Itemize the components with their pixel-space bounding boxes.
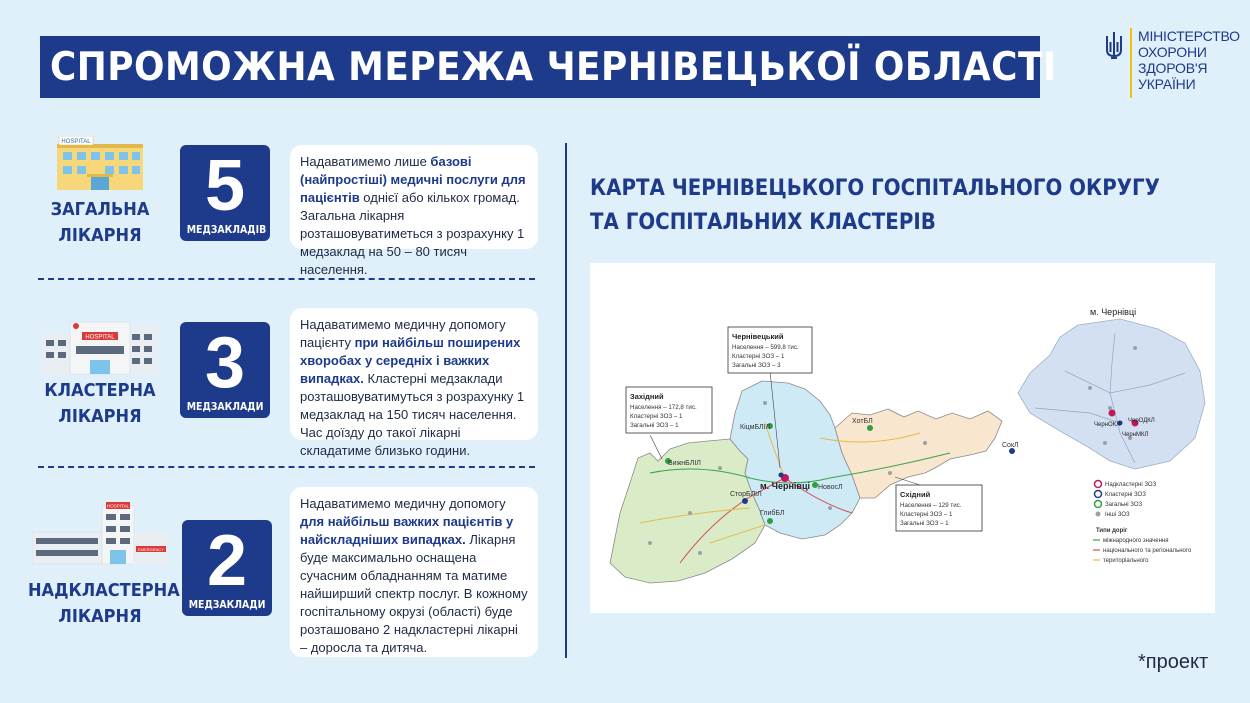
cluster-point: [742, 498, 748, 504]
place-label-vyzhnytsia: ВижнБЛІЛ: [668, 460, 701, 467]
cluster-hospital-label: КЛАСТЕРНА ЛІКАРНЯ: [44, 380, 156, 427]
svg-text:міжнародного значення: міжнародного значення: [1103, 538, 1169, 544]
svg-text:Загальні ЗОЗ – 3: Загальні ЗОЗ – 3: [732, 362, 781, 369]
inset-label-2: ЧерОДКЛ: [1128, 418, 1155, 424]
svg-text:Кластерні ЗОЗ: Кластерні ЗОЗ: [1105, 492, 1146, 498]
map-title: КАРТА ЧЕРНІВЕЦЬКОГО ГОСПІТАЛЬНОГО ОКРУГУ ТА ГОСПІТАЛЬНИХ КЛАСТЕРІВ: [590, 176, 1160, 235]
supercluster-hospital-count-box: [182, 520, 272, 616]
legend-supercluster: [1095, 481, 1157, 489]
legend-road-territorial: [1093, 558, 1149, 564]
svg-text:територіального: територіального: [1103, 558, 1149, 564]
svg-text:Західний: Західний: [630, 392, 664, 401]
hospital-district-map: [590, 263, 1215, 613]
map-panel: [590, 263, 1215, 613]
inset-label-3: ЧернМКЛ: [1122, 432, 1149, 438]
svg-text:Інші ЗОЗ: Інші ЗОЗ: [1105, 512, 1130, 518]
inset-map-chernivtsi: [1018, 307, 1205, 469]
vertical-divider: [565, 143, 567, 658]
supercluster-hospital-description: Надаватимемо медичну допомогу для найбільш важких пацієнтів у найскладніших випадках. Лікарня буде максимально оснащена сучасним обладнанням та матиме найширший спектр послуг. В кожному госпітальному окрузі (області) буде розташовано 2 надкластерні лікарні – доросла та дитяча.: [290, 487, 538, 657]
svg-text:Кластерні ЗОЗ – 1: Кластерні ЗОЗ – 1: [900, 511, 953, 518]
supercluster-hospital-building-icon: [32, 502, 168, 566]
place-label-sokyriany: СокЛ: [1002, 442, 1019, 449]
place-label-kitsman: КіцмБЛІЛ: [740, 424, 771, 431]
general-point: [867, 425, 873, 431]
svg-text:Населення – 172,8 тис.: Населення – 172,8 тис.: [630, 404, 697, 411]
svg-text:Кластерні ЗОЗ – 1: Кластерні ЗОЗ – 1: [630, 413, 683, 420]
svg-text:Чернівецький: Чернівецький: [732, 332, 784, 341]
general-hospital-count: 5: [204, 146, 246, 226]
general-hospital-count-box: [180, 145, 270, 241]
legend-roads-title: Типи доріг: [1096, 528, 1128, 534]
place-label-hlyboka: ГлибБЛ: [760, 510, 785, 517]
ministry-separator: [1130, 28, 1132, 98]
supercluster-hospital-label: НАДКЛАСТЕРНА ЛІКАРНЯ: [28, 580, 180, 627]
svg-text:Надкластерні ЗОЗ: Надкластерні ЗОЗ: [1105, 482, 1157, 488]
general-hospital-label: ЗАГАЛЬНА ЛІКАРНЯ: [50, 199, 150, 246]
general-point: [767, 518, 773, 524]
svg-text:національного та регіонального: національного та регіонального: [1103, 548, 1192, 554]
row-divider: [38, 466, 535, 468]
inset-label-1: ЧернОКЛ: [1094, 422, 1121, 428]
cluster-hospital-unit: МЕДЗАКЛАДИ: [186, 400, 264, 413]
place-label-storozhynets: СторБЛІЛ: [730, 491, 762, 498]
svg-text:Загальні ЗОЗ – 1: Загальні ЗОЗ – 1: [630, 422, 679, 429]
cluster-hospital-count-box: [180, 322, 270, 418]
cluster-hospital-building-icon: [42, 316, 158, 376]
legend-road-international: [1093, 538, 1168, 544]
place-label-novoselytsia: НовосЛ: [818, 484, 843, 491]
place-label-city: м. Чернівці: [760, 481, 810, 491]
title-bar: [40, 36, 1057, 98]
supercluster-hospital-sign: HOSPITAL: [107, 503, 129, 509]
legend-cluster: [1095, 491, 1147, 499]
cluster-hospital-sign: HOSPITAL: [85, 334, 115, 341]
supercluster-hospital-count: 2: [206, 521, 248, 601]
ministry-name: МІНІСТЕРСТВО ОХОРОНИ ЗДОРОВ'Я УКРАЇНИ: [1138, 28, 1240, 92]
inset-title: м. Чернівці: [1090, 307, 1137, 317]
svg-text:Населення – 599,8 тис.: Населення – 599,8 тис.: [732, 344, 799, 351]
row-divider: [38, 278, 535, 280]
emergency-sign: EMERGENCY: [138, 546, 164, 552]
general-hospital-description: Надаватимемо лише базові (найпростіші) медичні послуги для пацієнтів однієї або кількох громад. Загальна лікарня розташовуватиметься з розрахунку 1 медзаклад на 50 – 80 тисяч населення.: [290, 145, 538, 249]
general-hospital-building-icon: [55, 136, 145, 192]
place-label-khotyn: ХотБЛ: [852, 418, 873, 425]
svg-text:Загальні ЗОЗ: Загальні ЗОЗ: [1105, 502, 1143, 508]
supercluster-hospital-unit: МЕДЗАКЛАДИ: [188, 598, 266, 611]
legend-other: [1096, 512, 1131, 519]
cluster-hospital-count: 3: [204, 323, 246, 403]
page-title: СПРОМОЖНА МЕРЕЖА ЧЕРНІВЕЦЬКОЇ ОБЛАСТІ: [50, 44, 1057, 90]
legend-road-national: [1093, 548, 1192, 554]
cluster-hospital-description: Надаватимемо медичну допомогу пацієнту при найбільш поширених хворобах у середніх і важких випадках. Кластерні медзаклади розташовуватимуться з розрахунку 1 медзаклад на 150 тисяч населення. Час доїзду до такої лікарні складатиме близько години.: [290, 308, 538, 440]
trident-icon: [1104, 30, 1124, 62]
svg-text:Населення – 129 тис.: Населення – 129 тис.: [900, 502, 962, 509]
footnote-draft: *проект: [1138, 651, 1209, 673]
legend-general: [1095, 501, 1143, 509]
cluster-box-eastern: [895, 477, 982, 531]
hospital-sign: HOSPITAL: [61, 139, 91, 145]
svg-text:Загальні ЗОЗ – 1: Загальні ЗОЗ – 1: [900, 520, 949, 527]
general-hospital-unit: МЕДЗАКЛАДІВ: [186, 223, 267, 236]
svg-text:Кластерні ЗОЗ – 1: Кластерні ЗОЗ – 1: [732, 353, 785, 360]
svg-text:Східний: Східний: [900, 490, 931, 499]
map-legend: [1093, 481, 1192, 565]
ministry-logo: [1104, 28, 1240, 98]
cluster-point: [779, 473, 784, 478]
